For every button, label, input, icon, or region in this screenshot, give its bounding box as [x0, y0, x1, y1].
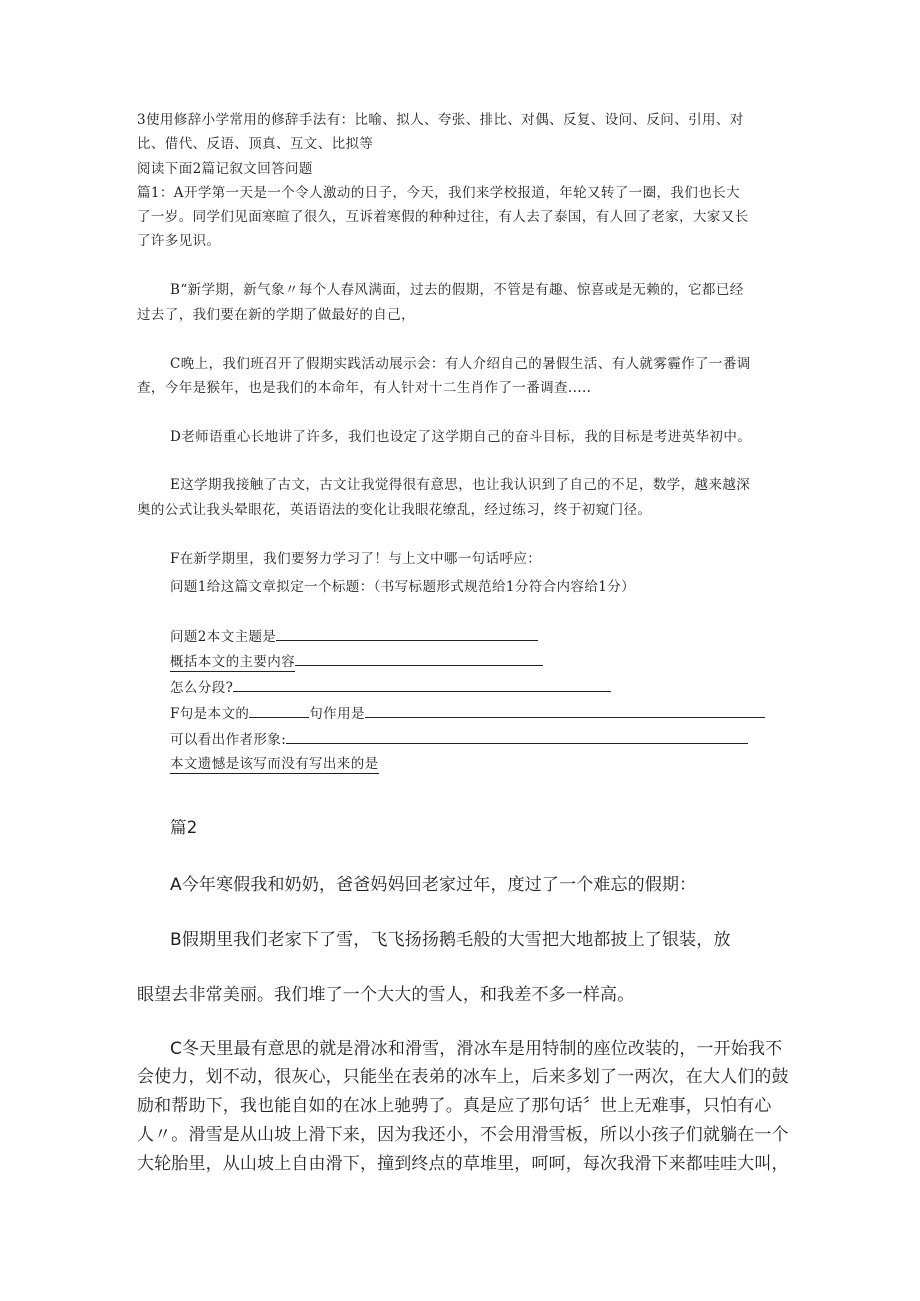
passage2-c-line-3: 励和帮助下，我也能自如的在冰上驰骋了。真是应了那句话〞世上无难事，只怕有心 [137, 1096, 772, 1116]
passage1-f-line-1: F在新学期里，我们要努力学习了！与上文中哪一句话呼应： [170, 551, 542, 567]
question-4-row [170, 677, 611, 699]
passage1-e-line-1: E这学期我接触了古文，古文让我觉得很有意思，也让我认识到了自己的不足，数学，越来越深 [170, 477, 751, 493]
question-5-label-a: F句是本文的 [170, 706, 250, 722]
question-2-row [170, 626, 538, 648]
passage2-c-line-2: 会使力，划不动，很灰心，只能坐在表弟的冰车上，后来多划了一两次，在大人们的鼓 [137, 1067, 789, 1087]
question-5-row [170, 703, 765, 725]
passage2-c-line-5: 大轮胎里，从山坡上自由滑下，撞到终点的草堆里，呵呵，每次我滑下来都哇哇大叫， [137, 1154, 789, 1174]
passage2-heading: 篇2 [170, 818, 198, 837]
passage1-c-line-1: C晚上，我们班召开了假期实践活动展示会：有人介绍自己的暑假生活、有人就雾霾作了一番调 [170, 356, 751, 372]
passage1-d-line-1: D老师语重心长地讲了许多，我们也设定了这学期自己的奋斗目标，我的目标是考进英华初中。 [170, 429, 752, 445]
question-3-label: 概括本文的主要内容 [170, 654, 296, 670]
passage1-a-line-2: 了一岁。同学们见面寒暄了很久，互诉着寒假的种种过往，有人去了泰国，有人回了老家，大家又长 [137, 209, 749, 225]
question-3-row [170, 651, 543, 673]
question-1: 问题1给这篇文章拟定一个标题：（书写标题形式规范给1分符合内容给1分） [170, 579, 636, 595]
question-6-label: 可以看出作者形象: [170, 732, 287, 748]
passage1-b-line-1: B“新学期，新气象〃每个人春风满面，过去的假期，不管是有趣、惊喜或是无赖的，它都已经 [170, 282, 744, 298]
passage2-c-line-1: C冬天里最有意思的就是滑冰和滑雪，滑冰车是用特制的座位改装的，一开始我不 [170, 1039, 783, 1059]
passage1-a-line-3: 了许多见识。 [137, 233, 221, 249]
rhetoric-line-1: 3使用修辞小学常用的修辞手法有：比喻、拟人、夸张、排比、对偶、反复、设问、反问、引用、对 [137, 112, 744, 128]
question-6-answer-line[interactable] [286, 729, 748, 744]
question-7-label: 本文遗憾是该写而没有写出来的是 [170, 756, 379, 772]
passage1-e-line-2: 奥的公式让我头晕眼花，英语语法的变化让我眼花缭乱，经过练习，终于初窥门径。 [137, 502, 652, 518]
question-5-answer-line[interactable] [365, 703, 765, 718]
question-6-row [170, 729, 748, 751]
passage1-b-line-2: 过去了，我们要在新的学期了做最好的自己， [137, 307, 415, 323]
passage2-c-line-4: 人〃。滑雪是从山坡上滑下来，因为我还小，不会用滑雪板，所以小孩子们就躺在一个 [137, 1125, 789, 1145]
question-5-blank-1[interactable] [249, 703, 309, 718]
question-5-label-b: 句作用是 [309, 706, 365, 722]
question-2-label: 问题2本文主题是 [170, 629, 277, 645]
rhetoric-line-2: 比、借代、反语、顶真、互文、比拟等 [137, 136, 374, 152]
question-3-answer-line[interactable] [295, 651, 543, 666]
question-7-row [170, 753, 379, 775]
reading-instruction: 阅读下面2篇记叙文回答问题 [137, 161, 313, 177]
passage2-b-line-2: 眼望去非常美丽。我们堆了一个大大的雪人，和我差不多一样高。 [137, 985, 635, 1005]
question-4-answer-line[interactable] [233, 677, 611, 692]
passage1-a-line-1: 篇1：A开学第一天是一个令人激动的日子，今天，我们来学校报道，年轮又转了一圈，我们也长大 [137, 185, 740, 201]
passage2-a-line-1: A今年寒假我和奶奶，爸爸妈妈回老家过年，度过了一个难忘的假期： [170, 875, 697, 895]
question-4-label: 怎么分段? [170, 680, 234, 696]
passage1-c-line-2: 查，今年是猴年，也是我们的本命年，有人针对十二生肖作了一番调查..... [137, 380, 592, 396]
question-2-answer-line[interactable] [276, 626, 538, 641]
passage2-b-line-1: B假期里我们老家下了雪，飞飞扬扬鹅毛般的大雪把大地都披上了银装，放 [170, 930, 731, 950]
